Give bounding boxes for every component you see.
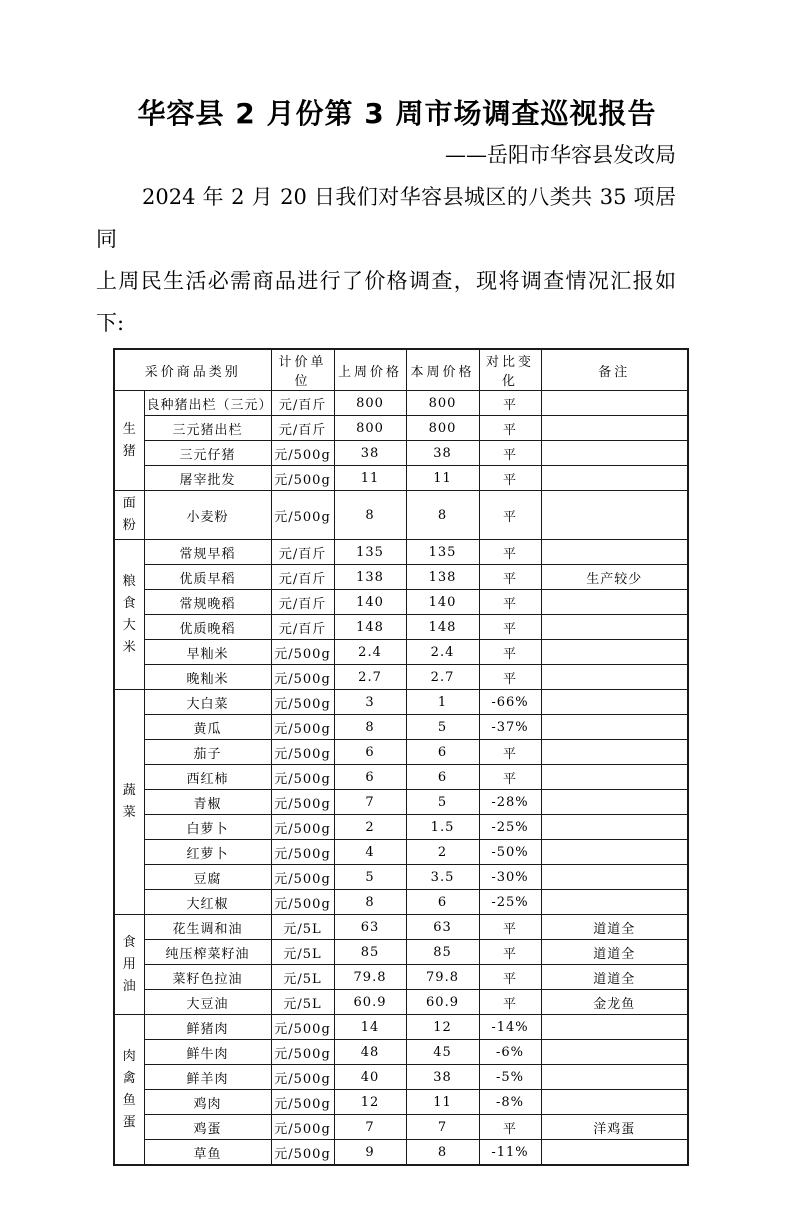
this-week-price-cell: 138: [406, 565, 479, 590]
item-cell: 优质早稻: [144, 565, 271, 590]
this-week-price-cell: 6: [406, 890, 479, 915]
table-row: [114, 640, 688, 665]
this-week-price-cell: 140: [406, 590, 479, 615]
item-cell: 常规早稻: [144, 540, 271, 565]
change-cell: 平: [479, 965, 541, 990]
table-row: [114, 740, 688, 765]
this-week-price-cell: 6: [406, 740, 479, 765]
change-cell: 平: [479, 640, 541, 665]
table-row: [114, 540, 688, 565]
this-week-price-cell: 1: [406, 690, 479, 715]
change-cell: 平: [479, 740, 541, 765]
column-header-category: 采价商品类别: [114, 349, 271, 391]
note-cell: [541, 590, 688, 615]
table-row: [114, 466, 688, 491]
unit-cell: 元/500g: [271, 466, 334, 491]
category-cell: 生猪: [114, 391, 144, 491]
last-week-price-cell: 800: [334, 416, 406, 441]
note-cell: [541, 416, 688, 441]
unit-cell: 元/百斤: [271, 540, 334, 565]
last-week-price-cell: 11: [334, 466, 406, 491]
this-week-price-cell: 3.5: [406, 865, 479, 890]
note-cell: [541, 690, 688, 715]
note-cell: 洋鸡蛋: [541, 1115, 688, 1140]
last-week-price-cell: 85: [334, 940, 406, 965]
this-week-price-cell: 11: [406, 1090, 479, 1115]
last-week-price-cell: 63: [334, 915, 406, 940]
change-cell: 平: [479, 765, 541, 790]
table-row: [114, 840, 688, 865]
unit-cell: 元/500g: [271, 840, 334, 865]
item-cell: 三元猪出栏: [144, 416, 271, 441]
table-row: [114, 1115, 688, 1140]
unit-cell: 元/百斤: [271, 391, 334, 416]
item-cell: 茄子: [144, 740, 271, 765]
note-cell: [541, 765, 688, 790]
intro-line: 下:: [96, 311, 125, 335]
unit-cell: 元/5L: [271, 965, 334, 990]
last-week-price-cell: 7: [334, 790, 406, 815]
table-row: [114, 765, 688, 790]
table-row: [114, 865, 688, 890]
note-cell: [541, 441, 688, 466]
change-cell: 平: [479, 441, 541, 466]
unit-cell: 元/5L: [271, 940, 334, 965]
item-cell: 早籼米: [144, 640, 271, 665]
table-row: [114, 690, 688, 715]
last-week-price-cell: 9: [334, 1140, 406, 1166]
change-cell: 平: [479, 915, 541, 940]
category-cell: 蔬菜: [114, 690, 144, 915]
unit-cell: 元/500g: [271, 1040, 334, 1065]
note-cell: [541, 1090, 688, 1115]
table-row: [114, 715, 688, 740]
unit-cell: 元/500g: [271, 665, 334, 690]
item-cell: 鲜羊肉: [144, 1065, 271, 1090]
note-cell: [541, 1015, 688, 1040]
note-cell: [541, 1040, 688, 1065]
table-row: [114, 940, 688, 965]
this-week-price-cell: 8: [406, 491, 479, 540]
item-cell: 花生调和油: [144, 915, 271, 940]
this-week-price-cell: 79.8: [406, 965, 479, 990]
this-week-price-cell: 38: [406, 1065, 479, 1090]
unit-cell: 元/5L: [271, 915, 334, 940]
this-week-price-cell: 2.7: [406, 665, 479, 690]
note-cell: [541, 491, 688, 540]
item-cell: 鲜牛肉: [144, 1040, 271, 1065]
change-cell: 平: [479, 990, 541, 1015]
note-cell: [541, 391, 688, 416]
item-cell: 西红柿: [144, 765, 271, 790]
note-cell: 金龙鱼: [541, 990, 688, 1015]
last-week-price-cell: 135: [334, 540, 406, 565]
change-cell: 平: [479, 491, 541, 540]
item-cell: 晚籼米: [144, 665, 271, 690]
table-row: [114, 1140, 688, 1166]
this-week-price-cell: 5: [406, 715, 479, 740]
item-cell: 大红椒: [144, 890, 271, 915]
note-cell: [541, 615, 688, 640]
category-cell: 肉禽鱼蛋: [114, 1015, 144, 1166]
note-cell: [541, 640, 688, 665]
this-week-price-cell: 800: [406, 391, 479, 416]
unit-cell: 元/500g: [271, 715, 334, 740]
last-week-price-cell: 79.8: [334, 965, 406, 990]
item-cell: 鲜猪肉: [144, 1015, 271, 1040]
table-row: [114, 915, 688, 940]
change-cell: -6%: [479, 1040, 541, 1065]
note-cell: 道道全: [541, 915, 688, 940]
change-cell: 平: [479, 665, 541, 690]
table-row: [114, 441, 688, 466]
table-row: [114, 790, 688, 815]
change-cell: -30%: [479, 865, 541, 890]
unit-cell: 元/5L: [271, 990, 334, 1015]
note-cell: 道道全: [541, 940, 688, 965]
header-row: [114, 349, 688, 391]
table-row: [114, 590, 688, 615]
last-week-price-cell: 148: [334, 615, 406, 640]
change-cell: -37%: [479, 715, 541, 740]
this-week-price-cell: 5: [406, 790, 479, 815]
this-week-price-cell: 7: [406, 1115, 479, 1140]
column-header-unit: 计价单位: [271, 349, 334, 391]
table-row: [114, 1065, 688, 1090]
unit-cell: 元/500g: [271, 740, 334, 765]
change-cell: 平: [479, 416, 541, 441]
unit-cell: 元/500g: [271, 1065, 334, 1090]
table-row: [114, 890, 688, 915]
table-row: [114, 416, 688, 441]
note-cell: [541, 890, 688, 915]
change-cell: -25%: [479, 815, 541, 840]
note-cell: [541, 1140, 688, 1166]
unit-cell: 元/500g: [271, 441, 334, 466]
unit-cell: 元/500g: [271, 491, 334, 540]
this-week-price-cell: 1.5: [406, 815, 479, 840]
note-cell: [541, 1065, 688, 1090]
last-week-price-cell: 2.7: [334, 665, 406, 690]
last-week-price-cell: 6: [334, 740, 406, 765]
item-cell: 红萝卜: [144, 840, 271, 865]
change-cell: -11%: [479, 1140, 541, 1166]
item-cell: 三元仔猪: [144, 441, 271, 466]
last-week-price-cell: 7: [334, 1115, 406, 1140]
column-header-change: 对比变化: [479, 349, 541, 391]
this-week-price-cell: 148: [406, 615, 479, 640]
table-row: [114, 565, 688, 590]
unit-cell: 元/500g: [271, 690, 334, 715]
report-byline: ——岳阳市华容县发改局: [445, 143, 676, 167]
table-row: [114, 815, 688, 840]
column-header-last-week-price: 上周价格: [334, 349, 406, 391]
unit-cell: 元/500g: [271, 890, 334, 915]
last-week-price-cell: 40: [334, 1065, 406, 1090]
note-cell: [541, 715, 688, 740]
item-cell: 优质晚稻: [144, 615, 271, 640]
category-cell: 粮食大米: [114, 540, 144, 690]
this-week-price-cell: 85: [406, 940, 479, 965]
last-week-price-cell: 8: [334, 715, 406, 740]
note-cell: [541, 665, 688, 690]
last-week-price-cell: 2.4: [334, 640, 406, 665]
this-week-price-cell: 135: [406, 540, 479, 565]
unit-cell: 元/500g: [271, 1090, 334, 1115]
this-week-price-cell: 2.4: [406, 640, 479, 665]
item-cell: 屠宰批发: [144, 466, 271, 491]
item-cell: 鸡肉: [144, 1090, 271, 1115]
item-cell: 草鱼: [144, 1140, 271, 1166]
last-week-price-cell: 48: [334, 1040, 406, 1065]
item-cell: 良种猪出栏（三元）: [144, 391, 271, 416]
note-cell: [541, 840, 688, 865]
unit-cell: 元/500g: [271, 1115, 334, 1140]
note-cell: 生产较少: [541, 565, 688, 590]
table-row: [114, 615, 688, 640]
change-cell: 平: [479, 615, 541, 640]
item-cell: 鸡蛋: [144, 1115, 271, 1140]
price-table: [113, 348, 689, 1166]
change-cell: -14%: [479, 1015, 541, 1040]
table-row: [114, 491, 688, 540]
unit-cell: 元/500g: [271, 790, 334, 815]
last-week-price-cell: 12: [334, 1090, 406, 1115]
table-row: [114, 391, 688, 416]
category-cell: 食用油: [114, 915, 144, 1015]
this-week-price-cell: 60.9: [406, 990, 479, 1015]
this-week-price-cell: 45: [406, 1040, 479, 1065]
column-header-this-week-price: 本周价格: [406, 349, 479, 391]
change-cell: 平: [479, 1115, 541, 1140]
unit-cell: 元/500g: [271, 865, 334, 890]
table-row: [114, 965, 688, 990]
note-cell: [541, 540, 688, 565]
item-cell: 大豆油: [144, 990, 271, 1015]
change-cell: -25%: [479, 890, 541, 915]
change-cell: -66%: [479, 690, 541, 715]
unit-cell: 元/500g: [271, 765, 334, 790]
change-cell: 平: [479, 466, 541, 491]
table-row: [114, 1015, 688, 1040]
unit-cell: 元/百斤: [271, 590, 334, 615]
note-cell: [541, 740, 688, 765]
item-cell: 小麦粉: [144, 491, 271, 540]
item-cell: 纯压榨菜籽油: [144, 940, 271, 965]
unit-cell: 元/500g: [271, 640, 334, 665]
item-cell: 白萝卜: [144, 815, 271, 840]
change-cell: 平: [479, 540, 541, 565]
intro-paragraph: [0, 176, 794, 344]
this-week-price-cell: 63: [406, 915, 479, 940]
price-table-body: [114, 391, 688, 1166]
intro-line: 2024 年 2 月 20 日我们对华容县城区的八类共 35 项居同: [96, 185, 676, 251]
item-cell: 黄瓜: [144, 715, 271, 740]
change-cell: -50%: [479, 840, 541, 865]
table-row: [114, 665, 688, 690]
category-cell: 面粉: [114, 491, 144, 540]
document-page: [0, 94, 794, 1216]
item-cell: 常规晚稻: [144, 590, 271, 615]
unit-cell: 元/百斤: [271, 615, 334, 640]
this-week-price-cell: 12: [406, 1015, 479, 1040]
item-cell: 青椒: [144, 790, 271, 815]
last-week-price-cell: 4: [334, 840, 406, 865]
change-cell: -5%: [479, 1065, 541, 1090]
last-week-price-cell: 6: [334, 765, 406, 790]
note-cell: [541, 466, 688, 491]
unit-cell: 元/百斤: [271, 565, 334, 590]
this-week-price-cell: 800: [406, 416, 479, 441]
item-cell: 大白菜: [144, 690, 271, 715]
intro-line: 上周民生活必需商品进行了价格调查，现将调查情况汇报如: [96, 269, 676, 293]
change-cell: 平: [479, 391, 541, 416]
change-cell: 平: [479, 565, 541, 590]
change-cell: 平: [479, 590, 541, 615]
last-week-price-cell: 138: [334, 565, 406, 590]
change-cell: 平: [479, 940, 541, 965]
note-cell: 道道全: [541, 965, 688, 990]
unit-cell: 元/500g: [271, 815, 334, 840]
last-week-price-cell: 8: [334, 890, 406, 915]
column-header-note: 备注: [541, 349, 688, 391]
last-week-price-cell: 14: [334, 1015, 406, 1040]
unit-cell: 元/500g: [271, 1015, 334, 1040]
unit-cell: 元/500g: [271, 1140, 334, 1166]
item-cell: 菜籽色拉油: [144, 965, 271, 990]
last-week-price-cell: 38: [334, 441, 406, 466]
last-week-price-cell: 60.9: [334, 990, 406, 1015]
this-week-price-cell: 11: [406, 466, 479, 491]
this-week-price-cell: 38: [406, 441, 479, 466]
this-week-price-cell: 2: [406, 840, 479, 865]
report-title: 华容县 2 月份第 3 周市场调查巡视报告: [137, 97, 657, 130]
last-week-price-cell: 8: [334, 491, 406, 540]
this-week-price-cell: 6: [406, 765, 479, 790]
last-week-price-cell: 2: [334, 815, 406, 840]
table-row: [114, 1040, 688, 1065]
note-cell: [541, 815, 688, 840]
last-week-price-cell: 800: [334, 391, 406, 416]
last-week-price-cell: 5: [334, 865, 406, 890]
this-week-price-cell: 8: [406, 1140, 479, 1166]
note-cell: [541, 865, 688, 890]
table-row: [114, 1090, 688, 1115]
item-cell: 豆腐: [144, 865, 271, 890]
table-row: [114, 990, 688, 1015]
change-cell: -8%: [479, 1090, 541, 1115]
change-cell: -28%: [479, 790, 541, 815]
last-week-price-cell: 140: [334, 590, 406, 615]
unit-cell: 元/百斤: [271, 416, 334, 441]
note-cell: [541, 790, 688, 815]
last-week-price-cell: 3: [334, 690, 406, 715]
